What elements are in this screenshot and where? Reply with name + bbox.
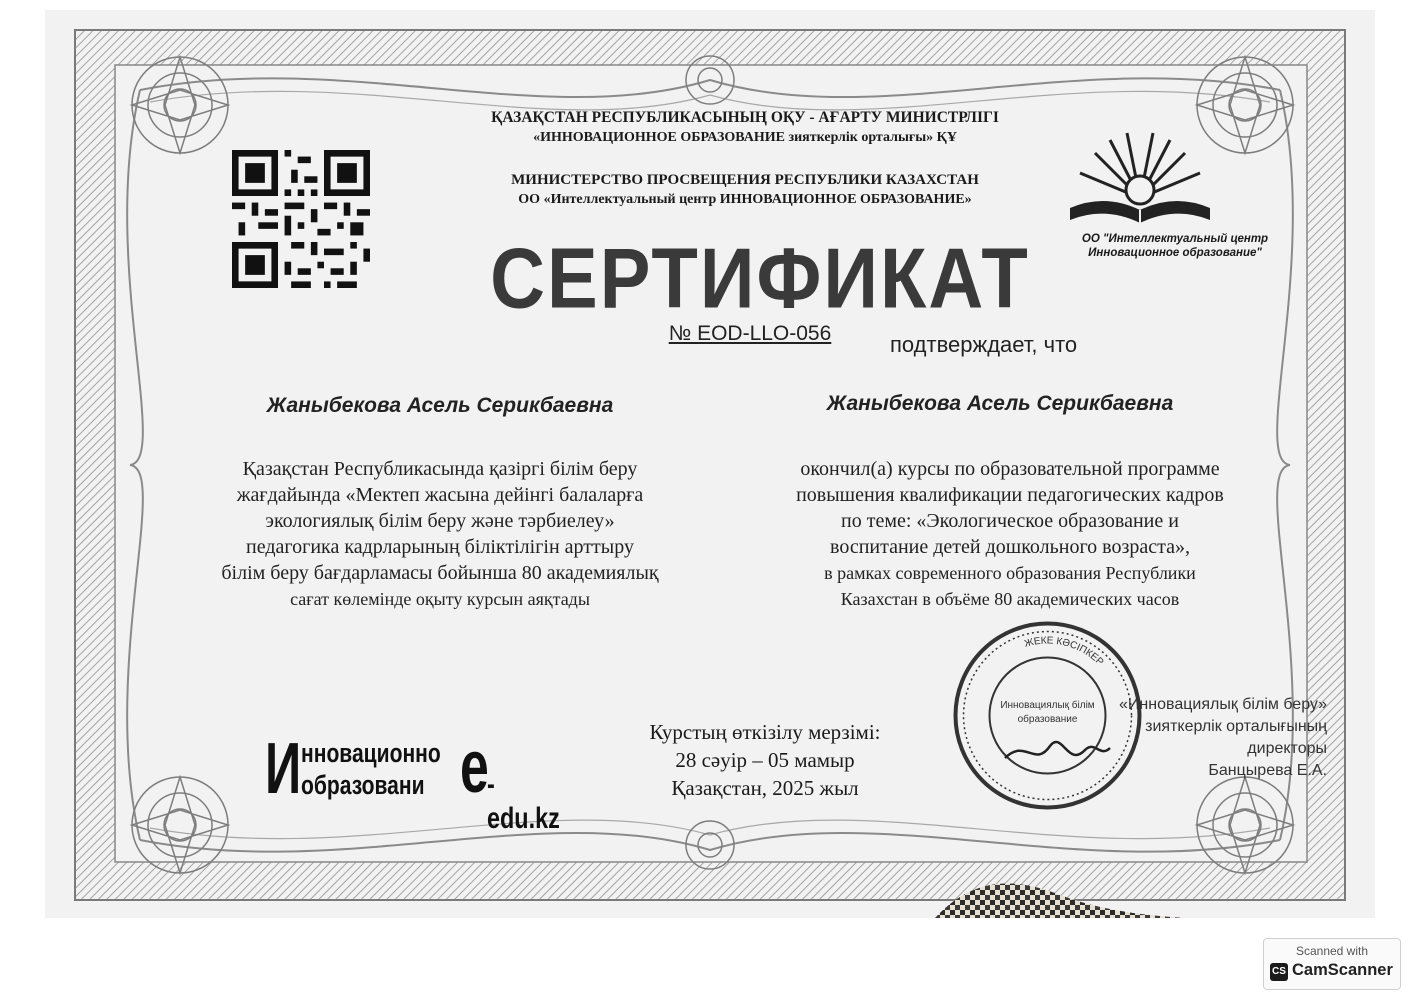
body-ru-line: по теме: «Экологическое образование и: [841, 510, 1179, 532]
stamp-center-line1: Инновациялық білім: [1000, 700, 1095, 711]
ministry-ru: МИНИСТЕРСТВО ПРОСВЕЩЕНИЯ РЕСПУБЛИКИ КАЗАХСТАН: [511, 172, 979, 188]
brand-line2: образовани: [301, 770, 425, 800]
scanned-with-text: Scanned with: [1295, 944, 1369, 958]
director-signature-block: [1065, 694, 1327, 782]
body-ru-line: в рамках современного образования Республики: [824, 563, 1196, 583]
director-line1: «Инновациялық білім беру»: [1119, 696, 1327, 713]
logo-caption-line2: Инновационное образование": [1088, 247, 1262, 259]
scan-background-object: [930, 870, 1190, 920]
camscanner-watermark: [1263, 938, 1401, 990]
open-book-sun-logo: [1055, 128, 1225, 233]
body-ru: [740, 456, 1280, 612]
logo-caption-line1: ОО "Интеллектуальный центр: [1081, 233, 1269, 245]
certificate-title: СЕРТИФИКАТ: [490, 231, 1030, 327]
brand-domain: -edu.kz: [487, 768, 560, 835]
body-kz-line: жағдайында «Мектеп жасына дейінгі балаларға: [236, 484, 644, 506]
director-line3: директоры: [1247, 740, 1327, 757]
stamp-ring-text: [1023, 635, 1105, 668]
body-ru-line: воспитание детей дошкольного возраста»,: [830, 536, 1190, 558]
certificate-sheet: [45, 10, 1375, 918]
director-name: Банцырева Е.А.: [1208, 762, 1327, 779]
certificate-number: № EOD-LLO-056: [668, 322, 832, 345]
recipient-name-ru: Жаныбекова Асель Серикбаевна: [826, 392, 1174, 415]
body-kz-line: экологиялық білім беру және тәрбиелеу»: [265, 510, 615, 532]
recipient-name-kz: Жаныбекова Асель Серикбаевна: [266, 394, 614, 417]
course-dates-block: [565, 718, 965, 802]
center-kz: «ИННОВАЦИОННОЕ ОБРАЗОВАНИЕ зияткерлік орталығы» ҚҰ: [533, 130, 957, 145]
course-place-year: Қазақстан, 2025 жыл: [671, 776, 859, 800]
body-kz-line: білім беру бағдарламасы бойынша 80 академиялық: [221, 562, 659, 584]
body-ru-line: повышения квалификации педагогических кадров: [796, 484, 1224, 506]
camscanner-icon: CS: [1270, 963, 1288, 981]
body-kz-line: сағат көлемінде оқыту курсын аяқтады: [290, 589, 590, 609]
stamp-ring-textpath: ЖЕКЕ КӘСІПКЕР: [1023, 635, 1106, 669]
director-line2: зияткерлік орталығының: [1145, 718, 1327, 735]
course-dates: 28 сәуір – 05 мамыр: [675, 748, 855, 772]
camscanner-name: CamScanner: [1292, 961, 1393, 979]
body-ru-line: окончил(а) курсы по образовательной программе: [800, 458, 1220, 480]
body-ru-line: Казахстан в объёме 80 академических часов: [840, 589, 1180, 609]
brand-big-letter: И: [265, 729, 302, 809]
course-period-label: Курстың өткізілу мерзімі:: [649, 720, 881, 744]
body-kz-line: Қазақстан Республикасында қазіргі білім беру: [242, 458, 638, 480]
stamp-center-line2: образование: [1017, 714, 1078, 725]
ministry-kz: ҚАЗАҚСТАН РЕСПУБЛИКАСЫНЫҢ ОҚУ - АҒАРТУ МИНИСТРЛІГІ: [491, 109, 999, 126]
confirms-text: подтверждает, что: [890, 332, 1078, 357]
logo-caption: [1060, 232, 1290, 260]
brand-line1: нновационно: [301, 738, 441, 768]
body-kz: [180, 456, 700, 612]
center-ru: ОО «Интеллектуальный центр ИННОВАЦИОННОЕ ОБРАЗОВАНИЕ»: [518, 192, 972, 207]
brand-big-letter: е: [460, 725, 489, 808]
body-kz-line: педагогика кадрларының біліктілігін арттыру: [246, 536, 634, 558]
